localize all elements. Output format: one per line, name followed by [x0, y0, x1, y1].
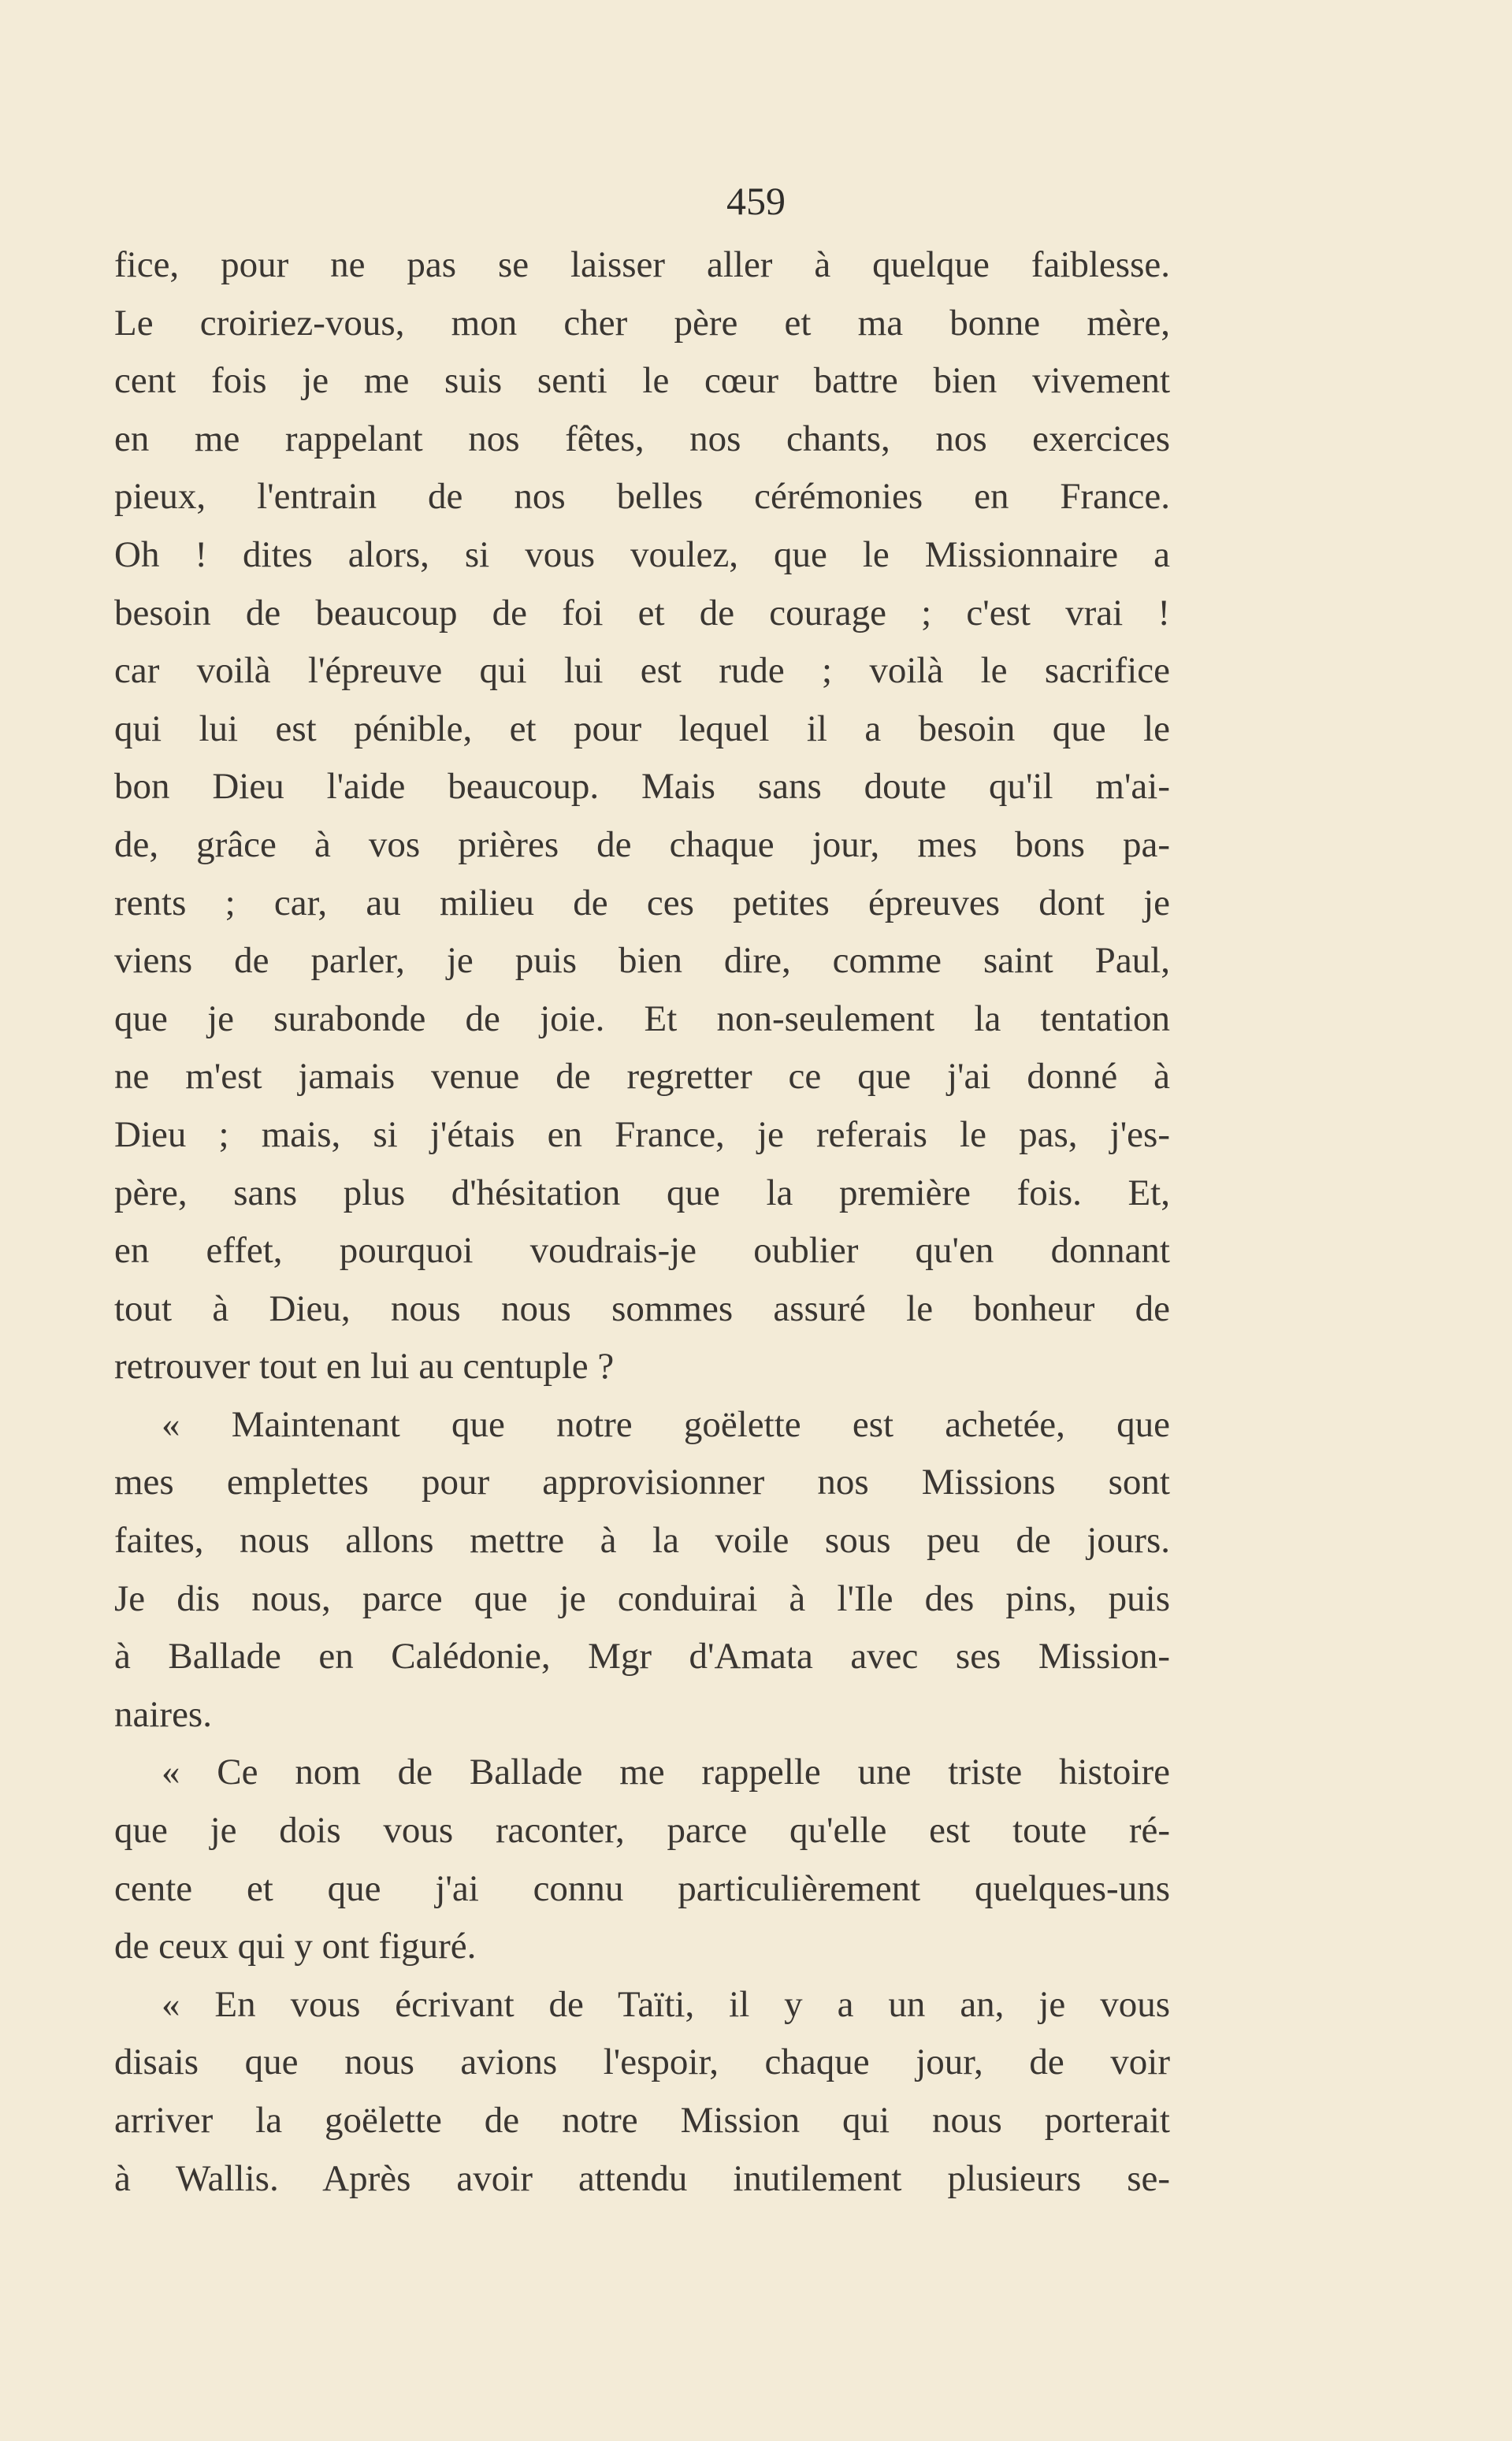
- text-line: en effet, pourquoi voudrais-je oublier qu'en donnant: [114, 1230, 1170, 1272]
- page-number: 459: [726, 179, 786, 223]
- text-line: père, sans plus d'hésitation que la première fois. Et,: [114, 1172, 1170, 1213]
- text-line: bon Dieu l'aide beaucoup. Mais sans doute qu'il m'ai-: [114, 766, 1170, 808]
- text-line: de, grâce à vos prières de chaque jour, mes bons pa-: [114, 823, 1170, 865]
- text-line: retrouver tout en lui au centuple ?: [114, 1346, 615, 1388]
- text-line: fice, pour ne pas se laisser aller à quelque faiblesse.: [114, 244, 1170, 285]
- text-line: rents ; car, au milieu de ces petites épreuves dont je: [114, 882, 1170, 923]
- body-text: [114, 236, 1170, 2208]
- text-line: Je dis nous, parce que je conduirai à l'Ile des pins, puis: [114, 1577, 1170, 1619]
- text-line: arriver la goëlette de notre Mission qui nous porterait: [114, 2100, 1170, 2141]
- text-line: cente et que j'ai connu particulièrement quelques-uns: [114, 1867, 1170, 1909]
- text-line: ne m'est jamais venue de regretter ce que j'ai donné à: [114, 1056, 1170, 1098]
- text-line: Dieu ; mais, si j'étais en France, je referais le pas, j'es-: [114, 1113, 1170, 1155]
- text-line: « Maintenant que notre goëlette est achetée, que: [162, 1403, 1170, 1445]
- text-line: faites, nous allons mettre à la voile sous peu de jours.: [114, 1520, 1170, 1562]
- text-line: que je dois vous raconter, parce qu'elle est toute ré-: [114, 1810, 1170, 1852]
- text-line: disais que nous avions l'espoir, chaque jour, de voir: [114, 2042, 1170, 2083]
- text-line: à Wallis. Après avoir attendu inutilement plusieurs se-: [114, 2157, 1170, 2199]
- text-line: tout à Dieu, nous nous sommes assuré le bonheur de: [114, 1287, 1170, 1329]
- text-line: car voilà l'épreuve qui lui est rude ; voilà le sacrifice: [114, 650, 1170, 692]
- text-line: besoin de beaucoup de foi et de courage ; c'est vrai !: [114, 592, 1170, 633]
- text-line: en me rappelant nos fêtes, nos chants, nos exercices: [114, 418, 1170, 459]
- text-line: à Ballade en Calédonie, Mgr d'Amata avec ses Mission-: [114, 1636, 1170, 1677]
- text-line: pieux, l'entrain de nos belles cérémonies en France.: [114, 476, 1170, 518]
- text-line: mes emplettes pour approvisionner nos Missions sont: [114, 1462, 1170, 1503]
- text-line: naires.: [114, 1693, 212, 1735]
- text-line: de ceux qui y ont figuré.: [114, 1926, 477, 1967]
- text-line: Le croiriez-vous, mon cher père et ma bonne mère,: [114, 302, 1170, 344]
- text-line: qui lui est pénible, et pour lequel il a besoin que le: [114, 708, 1170, 749]
- text-line: « En vous écrivant de Taïti, il y a un an, je vous: [162, 1983, 1170, 2025]
- text-line: viens de parler, je puis bien dire, comme saint Paul,: [114, 940, 1170, 982]
- text-line: que je surabonde de joie. Et non-seulement la tentation: [114, 998, 1170, 1039]
- text-line: Oh ! dites alors, si vous voulez, que le Missionnaire a: [114, 533, 1170, 575]
- text-line: « Ce nom de Ballade me rappelle une triste histoire: [162, 1752, 1170, 1793]
- text-line: cent fois je me suis senti le cœur battre bien vivement: [114, 360, 1170, 402]
